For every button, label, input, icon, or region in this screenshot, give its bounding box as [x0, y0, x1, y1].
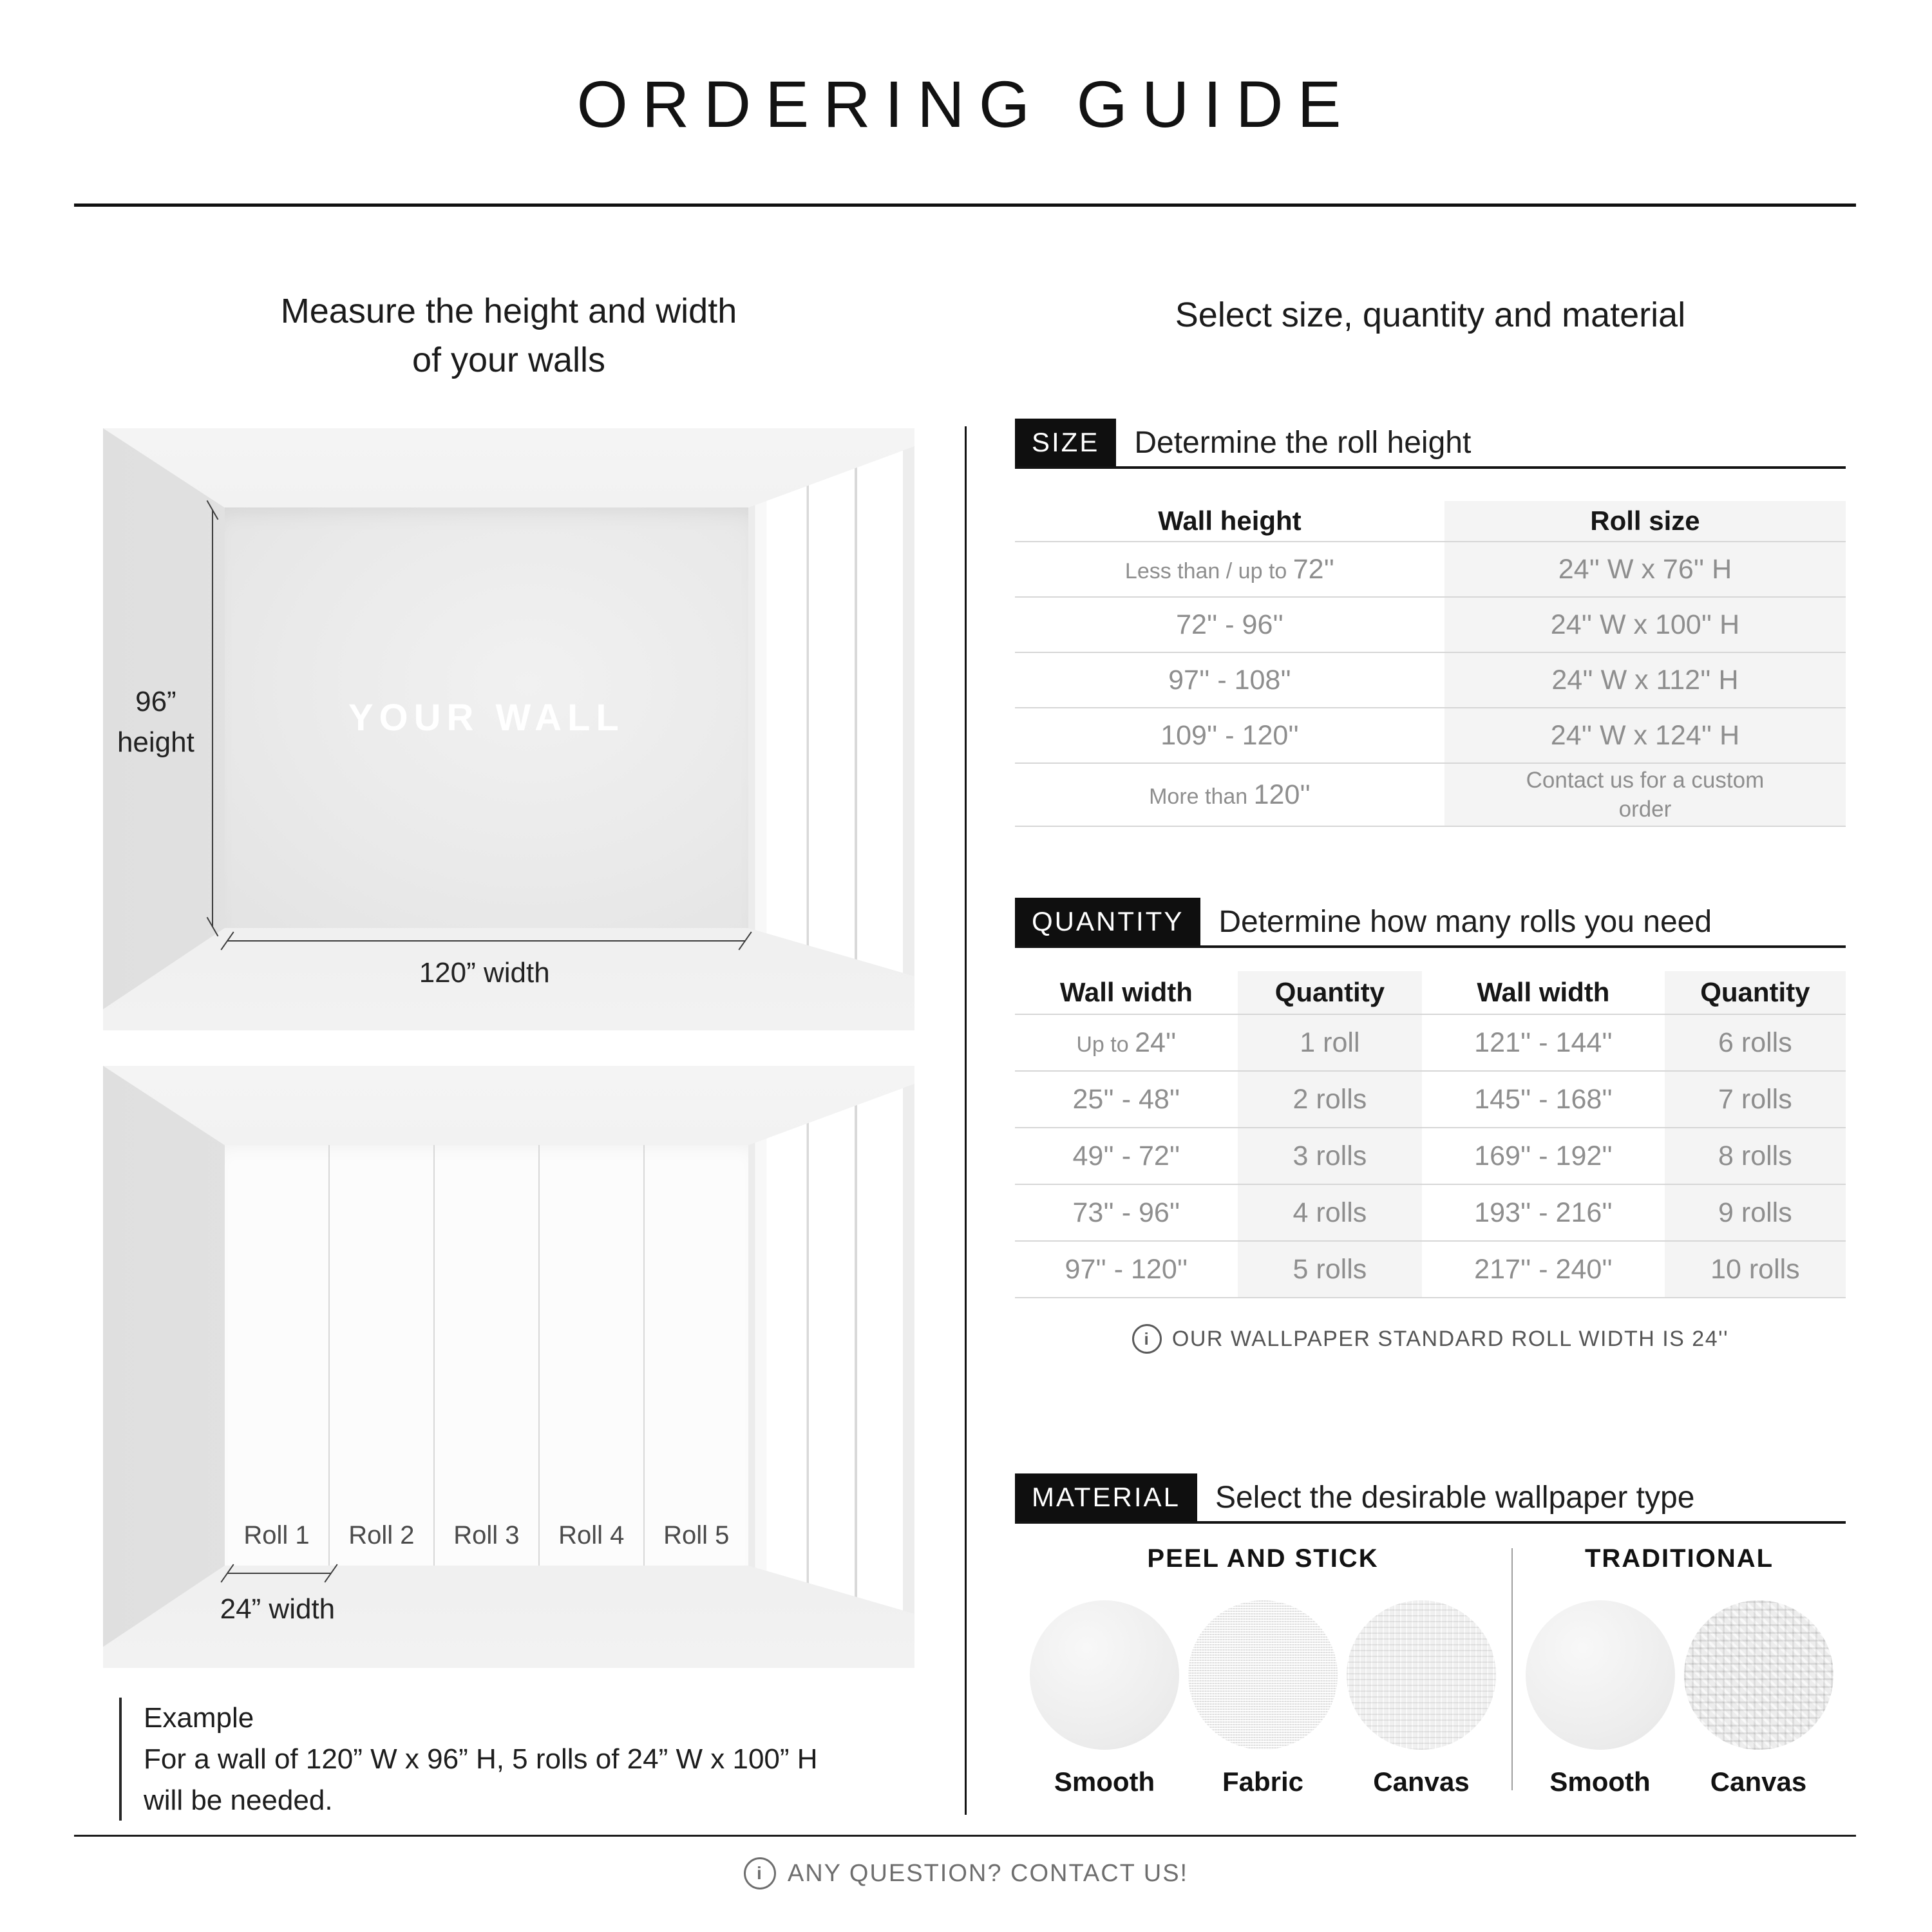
material-description: Select the desirable wallpaper type: [1215, 1480, 1695, 1515]
roll-width-dimension-label: 24” width: [220, 1593, 336, 1625]
roll-width-note-text: OUR WALLPAPER STANDARD ROLL WIDTH IS 24'': [1171, 1326, 1729, 1351]
your-wall-label: YOUR WALL: [348, 697, 625, 739]
traditional-group: [1513, 1544, 1846, 1797]
col-wall-width-1: Wall width: [1059, 977, 1193, 1007]
quantity-table-row: 49'' - 72'' 3 rolls 169'' - 192'' 8 rolls: [1015, 1127, 1846, 1184]
example-title: Example: [144, 1702, 254, 1734]
quantity-table-row: 25'' - 48'' 2 rolls 145'' - 168'' 7 rolls: [1015, 1070, 1846, 1127]
roll-strip: [330, 1145, 435, 1566]
quantity-table-row: Up to 24'' 1 roll 121'' - 144'' 6 rolls: [1015, 1014, 1846, 1070]
swatch-smooth: Smooth: [1030, 1600, 1179, 1797]
size-table-row: 109'' - 120'' 24'' W x 124'' H: [1015, 707, 1846, 762]
size-table-row: More than 120'' Contact us for a custom order: [1015, 762, 1846, 827]
size-table-row: Less than / up to 72'' 24'' W x 76'' H: [1015, 541, 1846, 596]
material-badge: MATERIAL: [1015, 1473, 1197, 1521]
roll-label: Roll 5: [663, 1521, 730, 1550]
canvas-texture-swatch: [1347, 1600, 1496, 1750]
peel-and-stick-title: PEEL AND STICK: [1147, 1544, 1379, 1573]
footer-divider: [74, 1835, 1856, 1837]
size-badge: SIZE: [1015, 419, 1116, 466]
col-wall-width-2: Wall width: [1477, 977, 1610, 1007]
room-back-wall: [225, 507, 748, 928]
roll-strip: [645, 1145, 748, 1566]
roll-width-dimension-line: [227, 1573, 331, 1574]
width-dimension-line: [227, 940, 745, 942]
col-quantity-1: Quantity: [1274, 977, 1385, 1007]
quantity-table-header: [1015, 971, 1846, 1014]
left-column-heading: [103, 287, 914, 384]
swatch-smooth: Smooth: [1526, 1600, 1675, 1797]
size-table-header: [1015, 501, 1846, 541]
info-icon: i: [744, 1857, 776, 1889]
quantity-badge: QUANTITY: [1015, 898, 1200, 945]
quantity-table: [1015, 971, 1846, 1298]
traditional-title: TRADITIONAL: [1584, 1544, 1774, 1573]
right-column-heading: Select size, quantity and material: [1175, 296, 1686, 334]
quantity-description: Determine how many rolls you need: [1218, 904, 1712, 939]
swatch-canvas: Canvas: [1347, 1600, 1496, 1797]
roll-strip: [435, 1145, 540, 1566]
quantity-table-row: 97'' - 120'' 5 rolls 217'' - 240'' 10 rolls: [1015, 1240, 1846, 1298]
left-heading-line1: Measure the height and width: [280, 292, 737, 330]
footer-note: [0, 1857, 1932, 1889]
roll-width-note: [1015, 1324, 1846, 1354]
size-table-row: 97'' - 108'' 24'' W x 112'' H: [1015, 652, 1846, 707]
page-title: ORDERING GUIDE: [576, 68, 1356, 141]
example-line2: will be needed.: [144, 1784, 333, 1816]
col-quantity-2: Quantity: [1700, 977, 1810, 1007]
info-icon: i: [1132, 1324, 1162, 1354]
material-options: [1015, 1544, 1846, 1802]
roll-label: Roll 3: [453, 1521, 520, 1550]
roll-label: Roll 1: [243, 1521, 310, 1550]
example-line1: For a wall of 120” W x 96” H, 5 rolls of 24” W x 100” H: [144, 1743, 818, 1775]
roll-strip: [540, 1145, 645, 1566]
room-illustration-rolls: [103, 1066, 914, 1668]
peel-and-stick-group: [1015, 1544, 1511, 1797]
footer-note-text: ANY QUESTION? CONTACT US!: [787, 1859, 1189, 1887]
size-description: Determine the roll height: [1134, 425, 1472, 460]
room-illustration-measure: [103, 428, 914, 1030]
smooth-texture-swatch: [1526, 1600, 1675, 1750]
size-table: [1015, 501, 1846, 827]
swatch-fabric: Fabric: [1188, 1600, 1338, 1797]
header-divider: [74, 204, 1856, 207]
roll-label: Roll 4: [558, 1521, 625, 1550]
roll-label: Roll 2: [348, 1521, 415, 1550]
left-heading-line2: of your walls: [412, 340, 606, 379]
quantity-section-header: [1015, 898, 1846, 948]
size-table-row: 72'' - 96'' 24'' W x 100'' H: [1015, 596, 1846, 652]
height-dimension-line: [212, 510, 213, 927]
quantity-table-row: 73'' - 96'' 4 rolls 193'' - 216'' 9 rolls: [1015, 1184, 1846, 1240]
roll-strip: [225, 1145, 330, 1566]
canvas-texture-swatch: [1684, 1600, 1833, 1750]
swatch-canvas: Canvas: [1684, 1600, 1833, 1797]
example-block: [119, 1698, 884, 1821]
fabric-texture-swatch: [1188, 1600, 1338, 1750]
width-dimension-label: 120” width: [419, 956, 550, 989]
size-section-header: [1015, 419, 1846, 469]
col-roll-size: Roll size: [1590, 506, 1700, 536]
room-back-wall-rolls: [225, 1145, 748, 1566]
smooth-texture-swatch: [1030, 1600, 1179, 1750]
column-divider: [965, 426, 967, 1815]
material-section-header: [1015, 1473, 1846, 1524]
col-wall-height: Wall height: [1158, 506, 1302, 536]
height-dimension-label: 96” height: [117, 685, 194, 759]
